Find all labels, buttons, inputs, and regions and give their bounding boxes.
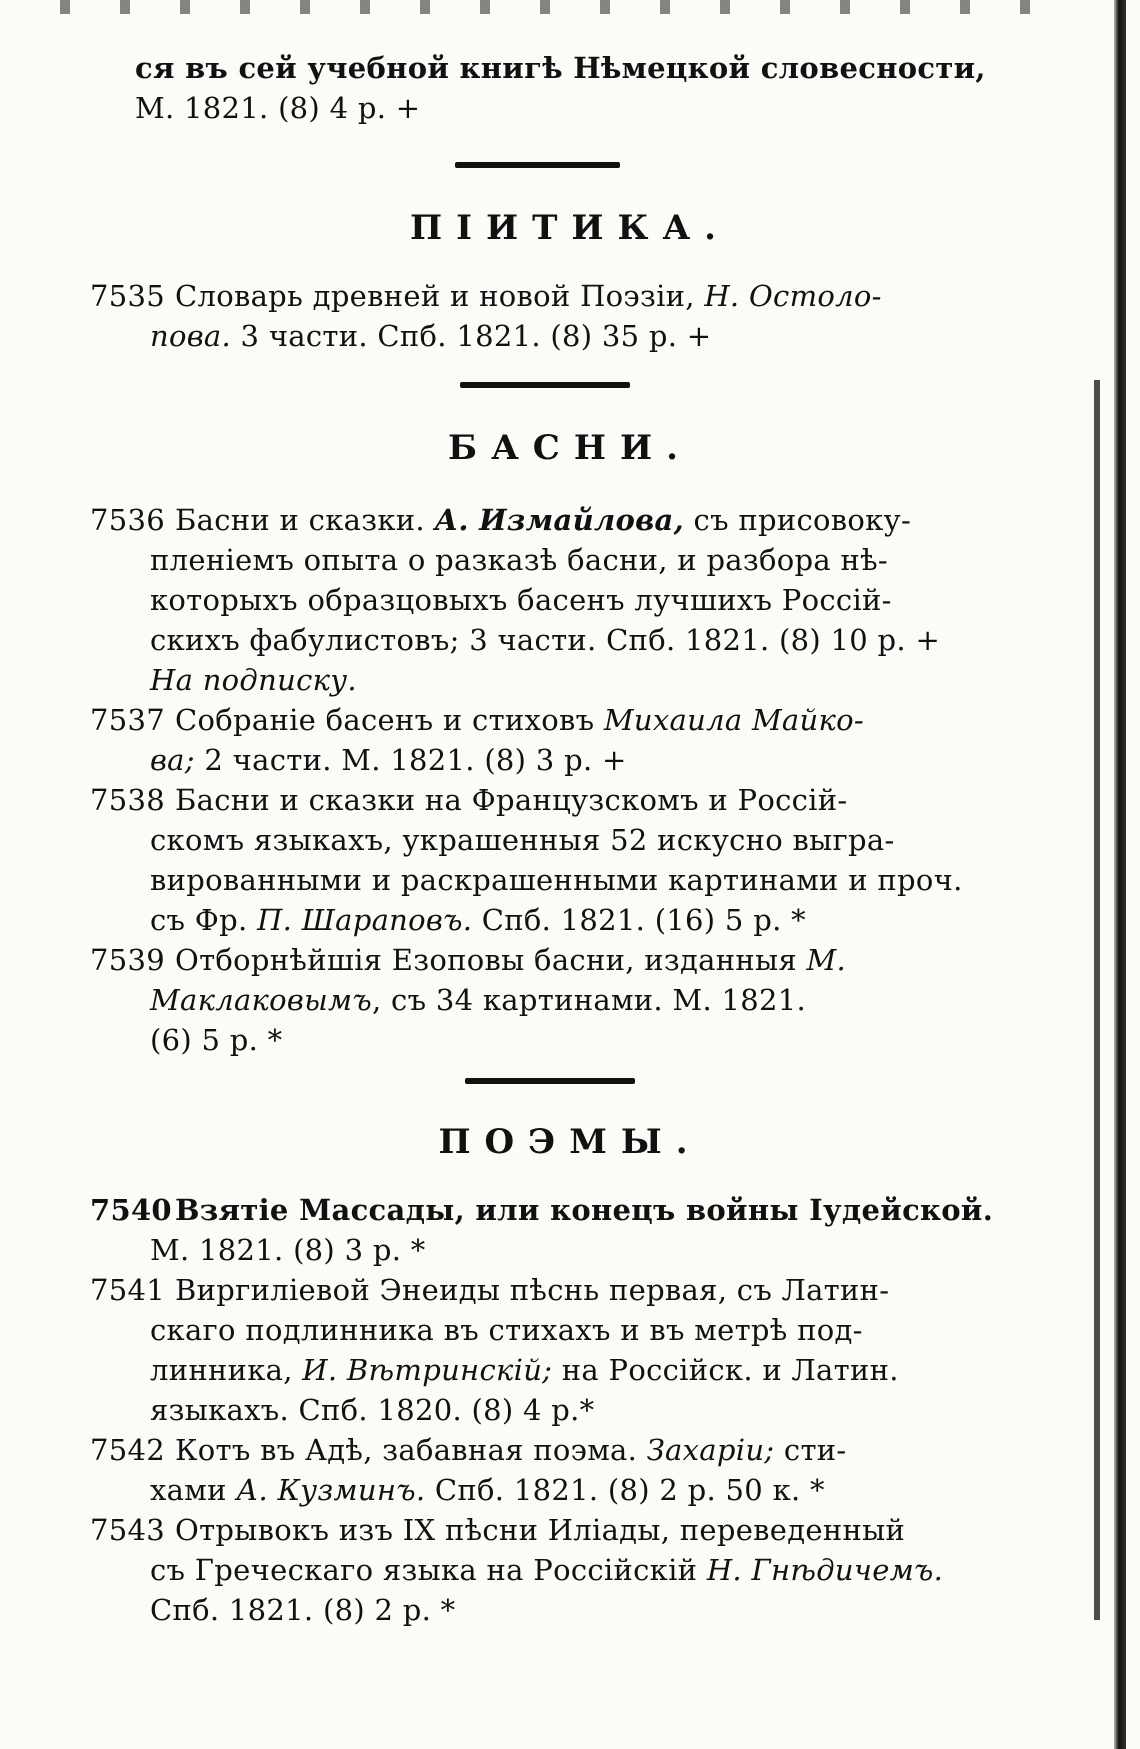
entry-7543-line-1: 7543 Отрывокъ изъ IX пѣсни Иліады, переведенный (90, 1510, 1130, 1550)
entry-number: 7538 (90, 783, 166, 817)
entry-7535-line-2: пова. 3 части. Спб. 1821. (8) 35 р. + (150, 319, 712, 353)
section-heading-piitika: ПІИТИКА. (409, 208, 731, 248)
entry-number: 7535 (90, 279, 166, 313)
entry-7539-line-1: 7539 Отборнѣйшія Езоповы басни, изданныя М. (90, 940, 1130, 980)
entry-7541-line-4: языкахъ. Спб. 1820. (8) 4 р.* (150, 1393, 595, 1427)
intro-line-1: ся въ сей учебной книгѣ Нѣмецкой словесности, (135, 51, 986, 85)
entry-number: 7537 (90, 703, 166, 737)
entry-7542-line-2: хами А. Кузминъ. Спб. 1821. (8) 2 р. 50 к. * (150, 1473, 825, 1507)
entry-7536-line-2: пленіемъ опыта о разказѣ басни, и разбора нѣ- (150, 543, 889, 577)
entry-7542-line-1: 7542 Котъ въ Адѣ, забавная поэма. Захаріи; сти- (90, 1430, 1130, 1470)
entry-7537-line-2: ва; 2 части. М. 1821. (8) 3 р. + (150, 743, 627, 777)
entry-7538-line-2: скомъ языкахъ, украшенныя 52 искусно выгра- (150, 823, 895, 857)
entry-7535-line-1: 7535 Словарь древней и новой Поэзіи, Н. Остоло- (90, 276, 1130, 316)
entry-number: 7536 (90, 503, 166, 537)
section-divider (460, 382, 630, 388)
entry-7536-line-1: 7536 Басни и сказки. А. Измайлова, съ присовоку- (90, 500, 1130, 540)
entry-7541-line-3: линника, И. Вѣтринскій; на Россійск. и Латин. (150, 1353, 899, 1387)
entry-7543-line-2: съ Греческаго языка на Россійскій Н. Гнѣдичемъ. (150, 1553, 944, 1587)
entry-7538-line-3: вированными и раскрашенными картинами и проч. (150, 863, 963, 897)
intro-line-2: М. 1821. (8) 4 р. + (135, 91, 421, 125)
entry-7543-line-3: Спб. 1821. (8) 2 р. * (150, 1593, 456, 1627)
entry-7541-line-2: скаго подлинника въ стихахъ и въ метрѣ под- (150, 1313, 863, 1347)
entry-7536-line-5: На подписку. (150, 663, 357, 697)
entry-7536-line-4: скихъ фабулистовъ; 3 части. Спб. 1821. (8) 10 р. + (150, 623, 941, 657)
entry-7539-line-3: (6) 5 р. * (150, 1023, 283, 1057)
entry-7540-line-2: М. 1821. (8) 3 р. * (150, 1233, 426, 1267)
entry-7538-line-4: съ Фр. П. Шараповъ. Спб. 1821. (16) 5 р. * (150, 903, 806, 937)
section-divider (465, 1078, 635, 1084)
section-divider (455, 162, 620, 168)
entry-number: 7540 (90, 1193, 172, 1227)
entry-7541-line-1: 7541 Виргиліевой Энеиды пѣснь первая, съ Латин- (90, 1270, 1130, 1310)
entry-number: 7539 (90, 943, 166, 977)
entry-7540-line-1: 7540 Взятіе Массады, или конецъ войны Іудейской. (90, 1190, 1130, 1230)
entry-number: 7543 (90, 1513, 166, 1547)
entry-7536-line-3: которыхъ образцовыхъ басенъ лучшихъ Россій- (150, 583, 892, 617)
entry-7538-line-1: 7538 Басни и сказки на Французскомъ и Россій- (90, 780, 1130, 820)
entry-number: 7541 (90, 1273, 166, 1307)
entry-7537-line-1: 7537 Собраніе басенъ и стиховъ Михаила Майко- (90, 700, 1130, 740)
top-edge-marks (60, 0, 1060, 14)
section-heading-poemy: ПОЭМЫ. (438, 1122, 702, 1162)
entry-7539-line-2: Маклаковымъ, съ 34 картинами. М. 1821. (150, 983, 807, 1017)
section-heading-basni: БАСНИ. (448, 428, 692, 468)
entry-number: 7542 (90, 1433, 166, 1467)
